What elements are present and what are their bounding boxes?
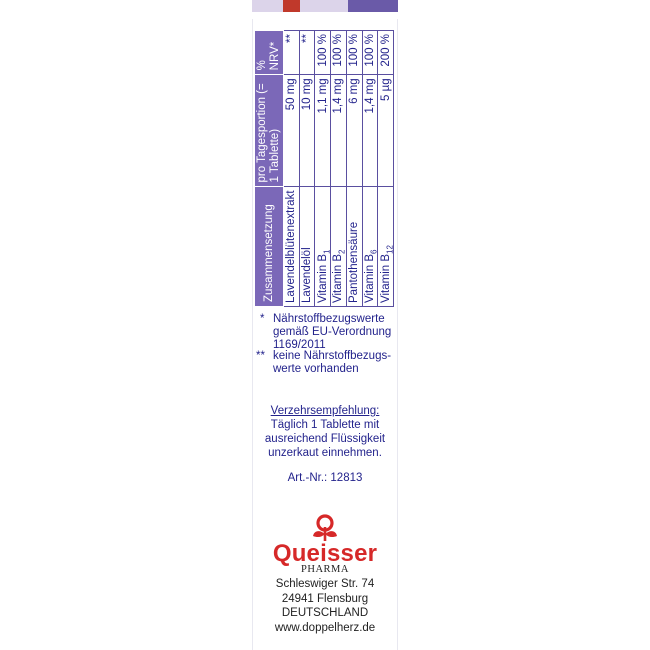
header-nrv: % NRV*	[255, 31, 284, 75]
article-number: Art.-Nr.: 12813	[287, 472, 363, 484]
ingredient-amount: 1,4 mg	[331, 75, 347, 187]
table-row	[362, 31, 378, 307]
ingredient-label: Vitamin B	[332, 253, 345, 303]
ingredient-name	[299, 187, 315, 307]
ingredient-name	[315, 187, 331, 307]
table-row	[378, 31, 394, 307]
table-row	[315, 31, 331, 307]
ingredient-nrv: 100 %	[331, 31, 347, 75]
dosage-line-1: Täglich 1 Tablette mit	[270, 419, 380, 431]
ingredient-amount: 50 mg	[284, 75, 300, 187]
ingredient-nrv: **	[284, 31, 300, 75]
ingredient-subscript: 12	[384, 245, 394, 254]
ingredient-nrv: 100 %	[362, 31, 378, 75]
ingredient-nrv: 200 %	[378, 31, 394, 75]
ingredient-name	[378, 187, 394, 307]
ingredient-label: Lavendelblütenextrakt	[285, 190, 298, 303]
table-row	[299, 31, 315, 307]
strip-gap	[252, 12, 398, 19]
nutrition-table	[254, 30, 394, 307]
brand-subtitle: PHARMA	[301, 564, 349, 575]
header-per-portion: pro Tagesportion (= 1 Tablette)	[255, 75, 284, 187]
ingredient-subscript: 6	[369, 249, 379, 254]
dosage-title: Verzehrsempfehlung:	[270, 405, 380, 417]
ingredient-amount: 1,1 mg	[315, 75, 331, 187]
ingredient-name	[331, 187, 347, 307]
ingredient-name	[346, 187, 362, 307]
ingredient-amount: 10 mg	[299, 75, 315, 187]
red-stripe	[283, 0, 300, 12]
header-composition: Zusammensetzung	[255, 187, 284, 307]
nutrition-table-rotated	[254, 30, 394, 307]
table-row	[346, 31, 362, 307]
footnote-1-text: Nährstoffbezugswerte gemäß EU-Verordnung 1169/2011	[273, 313, 392, 351]
ingredient-nrv: 100 %	[346, 31, 362, 75]
table-row	[284, 31, 300, 307]
ingredient-subscript: 1	[322, 249, 332, 254]
website-link[interactable]: www.doppelherz.de	[274, 621, 376, 634]
dosage-line-2: ausreichend Flüssigkeit	[264, 433, 386, 445]
queisser-logo-icon	[312, 514, 338, 542]
footnote-2-marker: **	[256, 350, 265, 362]
top-color-strip	[252, 0, 398, 19]
ingredient-label: Vitamin B	[363, 253, 376, 303]
ingredient-label: Vitamin B	[316, 253, 329, 303]
address-country: DEUTSCHLAND	[281, 607, 369, 619]
footnote-1-marker: *	[260, 313, 265, 325]
address-street: Schleswiger Str. 74	[275, 578, 375, 590]
brand-name: Queisser	[272, 540, 378, 567]
ingredient-nrv: **	[299, 31, 315, 75]
ingredient-name	[284, 187, 300, 307]
ingredient-amount: 1,4 mg	[362, 75, 378, 187]
company-address	[252, 577, 398, 635]
table-row	[331, 31, 347, 307]
ingredient-label: Vitamin B	[379, 253, 392, 303]
ingredient-subscript: 2	[337, 249, 347, 254]
nutrition-table-wrapper	[254, 30, 394, 307]
ingredient-label: Lavendelöl	[301, 247, 314, 303]
ingredient-nrv: 100 %	[315, 31, 331, 75]
ingredient-amount: 5 µg	[378, 75, 394, 187]
dosage-recommendation	[252, 404, 398, 460]
dosage-line-3: unzerkaut einnehmen.	[268, 447, 382, 459]
ingredient-label: Pantothensäure	[348, 221, 361, 303]
ingredient-amount: 6 mg	[346, 75, 362, 187]
footnote-2-text: keine Nährstoffbezugs-werte vorhanden	[273, 350, 392, 375]
address-city: 24941 Flensburg	[281, 592, 369, 605]
ingredient-name	[362, 187, 378, 307]
